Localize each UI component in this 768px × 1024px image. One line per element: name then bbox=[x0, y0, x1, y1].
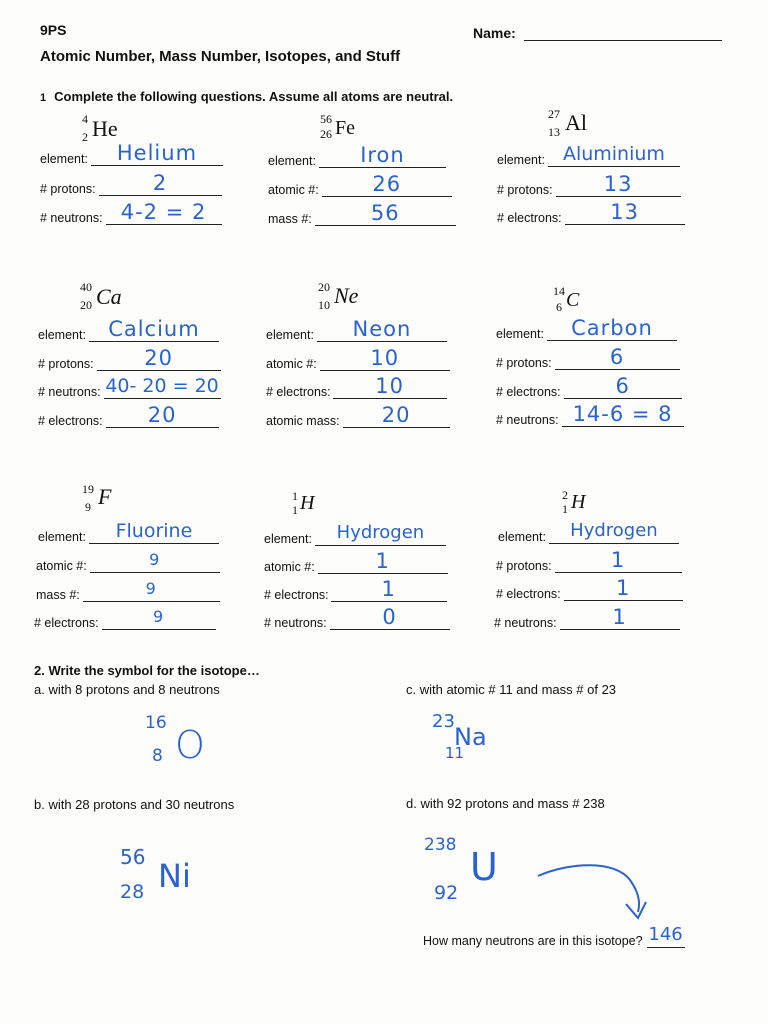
card-ne-element bbox=[266, 317, 447, 342]
mass-number: 16 bbox=[145, 713, 167, 733]
section1-instructions-text: Complete the following questions. Assume all atoms are neutral. bbox=[54, 89, 454, 104]
field-label: # electrons: bbox=[38, 414, 103, 428]
symbol-ne bbox=[316, 281, 376, 317]
answer-line[interactable] bbox=[549, 520, 679, 544]
section1-instructions bbox=[40, 89, 453, 104]
answer-line[interactable] bbox=[555, 345, 680, 370]
question-d-prompt: d. with 92 protons and mass # 238 bbox=[406, 796, 605, 811]
handwritten-answer: 1 bbox=[381, 577, 396, 601]
handwritten-answer: Iron bbox=[360, 143, 405, 167]
followup-question-text: How many neutrons are in this isotope? bbox=[423, 934, 643, 948]
answer-line[interactable] bbox=[83, 579, 220, 602]
handwritten-answer: 9 bbox=[149, 550, 161, 569]
handwritten-answer: 20 bbox=[381, 403, 411, 427]
answer-line[interactable] bbox=[315, 201, 456, 226]
field-label: element: bbox=[496, 327, 544, 341]
handwritten-answer: 20 bbox=[144, 346, 173, 370]
card-f-element bbox=[38, 520, 219, 544]
handwritten-answer: 1 bbox=[615, 576, 631, 600]
answer-line[interactable] bbox=[89, 317, 219, 342]
card-c-protons bbox=[496, 345, 680, 370]
section2-heading: 2. Write the symbol for the isotope… bbox=[34, 663, 260, 678]
card-ne-atomic-mass bbox=[266, 403, 450, 428]
answer-a-isotope bbox=[145, 713, 205, 773]
card-ca-protons bbox=[38, 346, 221, 371]
handwritten-answer: 1 bbox=[612, 605, 627, 629]
answer-line[interactable] bbox=[556, 172, 681, 197]
handwritten-answer: 13 bbox=[610, 200, 639, 224]
card-al-element bbox=[497, 143, 680, 167]
symbol-al bbox=[548, 108, 608, 140]
symbol-ca bbox=[78, 281, 138, 317]
field-label: element: bbox=[264, 532, 312, 546]
mass-number: 56 bbox=[120, 845, 146, 869]
card-al-electrons bbox=[497, 200, 685, 225]
field-label: # neutrons: bbox=[40, 211, 103, 225]
card-fe-atomic bbox=[268, 172, 452, 197]
answer-line[interactable] bbox=[331, 577, 447, 602]
answer-line[interactable] bbox=[317, 317, 447, 342]
answer-line[interactable] bbox=[320, 346, 450, 371]
field-label: mass #: bbox=[268, 212, 312, 226]
card-fe-element bbox=[268, 143, 446, 168]
answer-line[interactable] bbox=[90, 550, 220, 573]
field-label: element: bbox=[268, 154, 316, 168]
mass-number: 27 bbox=[548, 107, 560, 121]
answer-line[interactable] bbox=[562, 402, 684, 427]
answer-line[interactable] bbox=[548, 143, 680, 167]
mass-number: 19 bbox=[82, 482, 94, 496]
element-symbol: Fe bbox=[335, 117, 355, 139]
element-symbol: Na bbox=[454, 723, 487, 751]
card-h1-neutrons bbox=[264, 605, 450, 630]
card-ca-element bbox=[38, 317, 219, 342]
atomic-number: 8 bbox=[152, 746, 163, 766]
handwritten-answer: Neon bbox=[352, 317, 412, 341]
element-symbol: O bbox=[175, 723, 205, 767]
handwritten-answer: 10 bbox=[370, 346, 400, 370]
question-c-prompt: c. with atomic # 11 and mass # of 23 bbox=[406, 682, 617, 697]
symbol-f bbox=[82, 483, 142, 519]
card-c-neutrons bbox=[496, 402, 684, 427]
answer-line[interactable] bbox=[560, 605, 680, 630]
card-c-element bbox=[496, 316, 677, 341]
field-label: atomic #: bbox=[266, 357, 317, 371]
section1-number: 1 bbox=[40, 92, 47, 104]
atomic-number: 13 bbox=[548, 125, 560, 139]
answer-line[interactable] bbox=[564, 576, 683, 601]
handwritten-answer: Calcium bbox=[108, 317, 200, 341]
field-label: # neutrons: bbox=[496, 413, 559, 427]
field-label: # protons: bbox=[40, 182, 96, 196]
answer-line[interactable] bbox=[99, 171, 222, 196]
handwritten-answer: 6 bbox=[615, 374, 630, 398]
card-h2-neutrons bbox=[494, 605, 680, 630]
answer-line[interactable] bbox=[104, 375, 221, 399]
answer-line[interactable] bbox=[106, 403, 219, 428]
answer-line[interactable] bbox=[319, 143, 446, 168]
card-he-neutrons bbox=[40, 200, 222, 225]
element-symbol: C bbox=[566, 289, 580, 311]
card-h1-element bbox=[264, 522, 446, 546]
field-label: # protons: bbox=[38, 357, 94, 371]
element-symbol: Ni bbox=[158, 857, 191, 895]
answer-line[interactable] bbox=[555, 548, 682, 573]
answer-line[interactable] bbox=[97, 346, 221, 371]
field-label: element: bbox=[40, 152, 88, 166]
card-ne-electrons bbox=[266, 374, 447, 399]
atomic-number: 1 bbox=[292, 503, 298, 517]
page-title: Atomic Number, Mass Number, Isotopes, and Stuff bbox=[40, 48, 401, 65]
answer-line[interactable] bbox=[102, 607, 216, 630]
mass-number: 238 bbox=[424, 835, 457, 855]
answer-line[interactable] bbox=[547, 316, 677, 341]
arrow-drawing bbox=[530, 860, 660, 930]
mass-number: 40 bbox=[80, 280, 92, 294]
handwritten-answer: 9 bbox=[145, 579, 157, 598]
field-label: atomic #: bbox=[264, 560, 315, 574]
atomic-number: 92 bbox=[434, 882, 459, 904]
field-label: element: bbox=[498, 530, 546, 544]
card-al-protons bbox=[497, 172, 681, 197]
handwritten-answer: 56 bbox=[370, 201, 400, 225]
handwritten-answer: 14-6 = 8 bbox=[572, 402, 673, 426]
handwritten-answer: 0 bbox=[382, 605, 397, 629]
card-ca-neutrons bbox=[38, 375, 221, 399]
answer-line[interactable] bbox=[333, 374, 447, 399]
answer-d-isotope bbox=[424, 835, 504, 915]
field-label: # electrons: bbox=[497, 211, 562, 225]
mass-number: 4 bbox=[82, 112, 88, 126]
field-label: element: bbox=[266, 328, 314, 342]
card-he-element bbox=[40, 141, 223, 166]
atomic-number: 11 bbox=[445, 744, 465, 762]
card-f-atomic bbox=[36, 550, 220, 573]
card-he-protons bbox=[40, 171, 222, 196]
field-label: # neutrons: bbox=[494, 616, 557, 630]
mass-number: 2 bbox=[562, 488, 568, 502]
answer-line[interactable] bbox=[647, 924, 685, 948]
card-f-electrons bbox=[34, 607, 216, 630]
field-label: # electrons: bbox=[496, 587, 561, 601]
card-h2-element bbox=[498, 520, 679, 544]
card-h2-electrons bbox=[496, 576, 683, 601]
field-label: # electrons: bbox=[264, 588, 329, 602]
element-symbol: H bbox=[300, 492, 315, 514]
field-label: # protons: bbox=[496, 559, 552, 573]
field-label: # neutrons: bbox=[264, 616, 327, 630]
handwritten-answer: Carbon bbox=[571, 316, 653, 340]
atomic-number: 2 bbox=[82, 130, 88, 144]
mass-number: 14 bbox=[553, 284, 565, 298]
handwritten-answer: 10 bbox=[375, 374, 404, 398]
answer-b-isotope bbox=[120, 845, 210, 915]
field-label: # electrons: bbox=[266, 385, 331, 399]
field-label: # electrons: bbox=[496, 385, 561, 399]
atomic-number: 10 bbox=[318, 298, 330, 312]
element-symbol: Al bbox=[565, 110, 587, 135]
handwritten-answer: Hydrogen bbox=[570, 520, 658, 541]
handwritten-answer: 1 bbox=[375, 549, 390, 573]
field-label: # protons: bbox=[497, 183, 553, 197]
handwritten-answer: 26 bbox=[372, 172, 402, 196]
card-fe-mass bbox=[268, 201, 456, 226]
field-label: atomic #: bbox=[36, 559, 87, 573]
field-label: element: bbox=[497, 153, 545, 167]
card-f-mass bbox=[36, 579, 220, 602]
field-label: atomic mass: bbox=[266, 414, 340, 428]
element-symbol: Ne bbox=[334, 283, 359, 308]
handwritten-answer: Hydrogen bbox=[336, 522, 425, 543]
atomic-number: 20 bbox=[80, 298, 92, 312]
element-symbol: He bbox=[92, 116, 118, 141]
mass-number: 1 bbox=[292, 489, 298, 503]
handwritten-answer: 1 bbox=[610, 548, 626, 572]
field-label: # neutrons: bbox=[38, 385, 101, 399]
mass-number: 23 bbox=[432, 711, 455, 732]
handwritten-answer: Fluorine bbox=[115, 520, 193, 542]
answer-line[interactable] bbox=[565, 200, 685, 225]
question-a-prompt: a. with 8 protons and 8 neutrons bbox=[34, 682, 220, 697]
answer-line[interactable] bbox=[89, 520, 219, 544]
field-label: mass #: bbox=[36, 588, 80, 602]
handwritten-answer: Aluminium bbox=[562, 143, 665, 165]
handwritten-answer: 2 bbox=[152, 171, 168, 195]
symbol-fe bbox=[318, 113, 378, 145]
card-h1-atomic bbox=[264, 549, 448, 574]
handwritten-answer: 20 bbox=[147, 403, 177, 427]
card-h2-protons bbox=[496, 548, 682, 573]
class-code: 9PS bbox=[40, 22, 67, 38]
atomic-number: 1 bbox=[562, 502, 568, 516]
atomic-number: 6 bbox=[556, 300, 562, 314]
mass-number: 56 bbox=[320, 112, 332, 126]
card-h1-electrons bbox=[264, 577, 447, 602]
field-label: element: bbox=[38, 328, 86, 342]
name-field[interactable] bbox=[524, 40, 722, 41]
answer-line[interactable] bbox=[322, 172, 452, 197]
element-symbol: H bbox=[571, 491, 586, 513]
handwritten-answer: 4-2 = 2 bbox=[120, 200, 207, 224]
handwritten-answer: Helium bbox=[116, 141, 198, 165]
card-ne-atomic bbox=[266, 346, 450, 371]
handwritten-answer: 40- 20 = 20 bbox=[105, 375, 219, 397]
answer-line[interactable] bbox=[343, 403, 450, 428]
atomic-number: 26 bbox=[320, 127, 332, 141]
answer-line[interactable] bbox=[564, 374, 682, 399]
element-symbol: U bbox=[470, 845, 498, 889]
element-symbol: F bbox=[98, 484, 112, 509]
handwritten-answer: 9 bbox=[153, 607, 165, 626]
answer-line[interactable] bbox=[91, 141, 223, 166]
answer-line[interactable] bbox=[318, 549, 448, 574]
handwritten-answer: 146 bbox=[648, 924, 683, 945]
field-label: # electrons: bbox=[34, 616, 99, 630]
handwritten-answer: 13 bbox=[603, 172, 633, 196]
answer-line[interactable] bbox=[315, 522, 446, 546]
element-symbol: Ca bbox=[96, 284, 122, 309]
answer-line[interactable] bbox=[106, 200, 222, 225]
atomic-number: 9 bbox=[85, 500, 91, 514]
card-c-electrons bbox=[496, 374, 682, 399]
answer-line[interactable] bbox=[330, 605, 450, 630]
followup-question bbox=[423, 924, 685, 948]
mass-number: 20 bbox=[318, 280, 330, 294]
field-label: atomic #: bbox=[268, 183, 319, 197]
question-b-prompt: b. with 28 protons and 30 neutrons bbox=[34, 797, 235, 812]
card-ca-electrons bbox=[38, 403, 219, 428]
field-label: element: bbox=[38, 530, 86, 544]
name-label: Name: bbox=[473, 25, 516, 41]
handwritten-answer: 6 bbox=[609, 345, 625, 369]
answer-c-isotope bbox=[432, 711, 522, 771]
field-label: # protons: bbox=[496, 356, 552, 370]
atomic-number: 28 bbox=[120, 881, 145, 903]
